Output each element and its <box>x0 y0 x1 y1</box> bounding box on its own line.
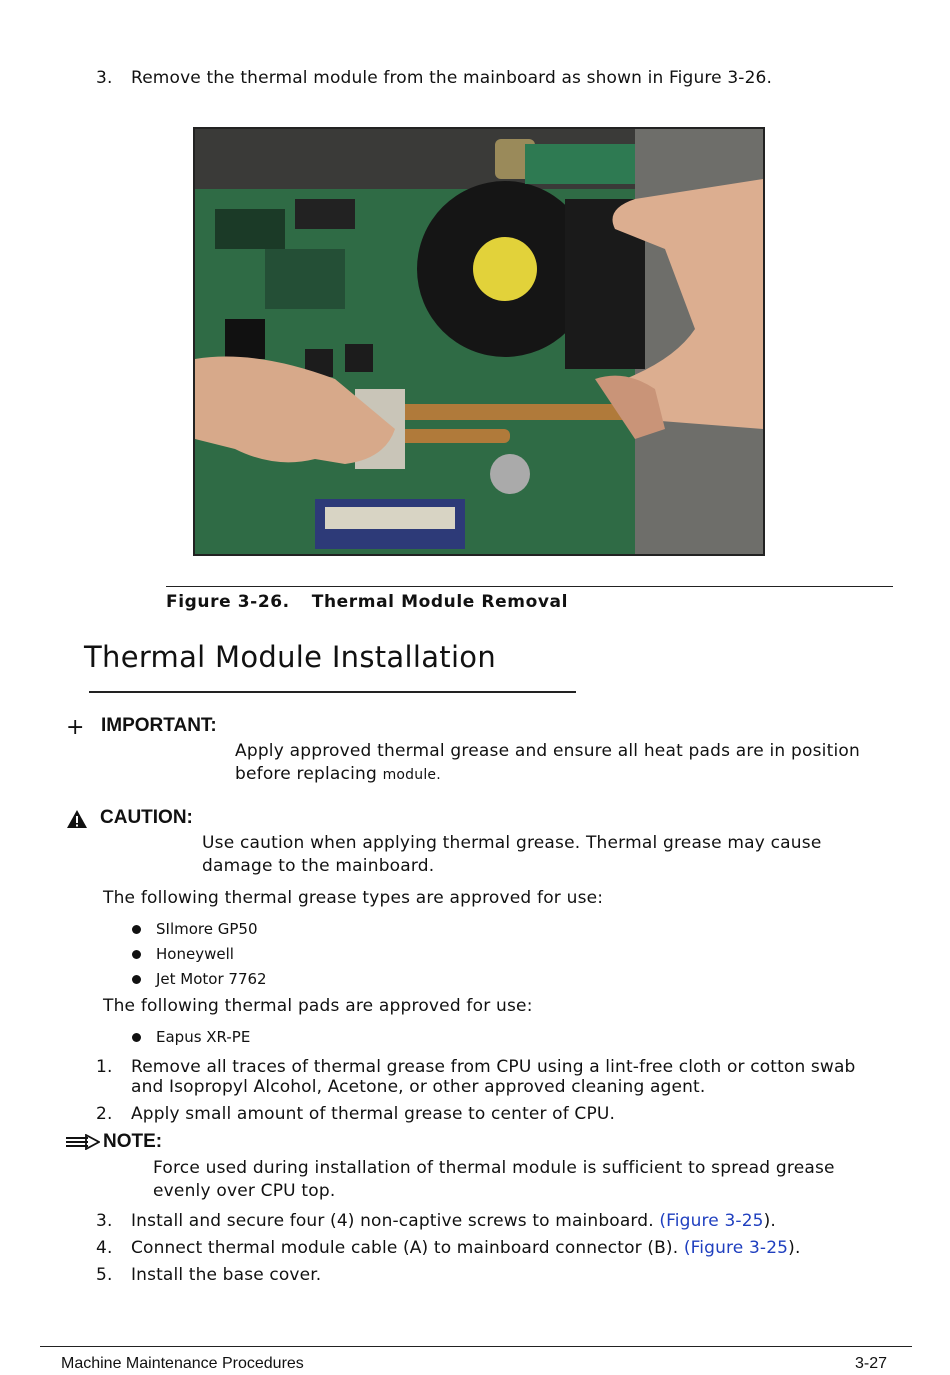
step-text-line-2: and Isopropyl Alcohol, Acetone, or other approved cleaning agent. <box>131 1077 706 1097</box>
step-text: Install the base cover. <box>131 1265 322 1285</box>
bullet-dot-icon <box>132 925 141 934</box>
step-number: 4. <box>96 1238 113 1258</box>
footer-chapter-title: Machine Maintenance Procedures <box>61 1355 304 1372</box>
bullet-dot-icon <box>132 975 141 984</box>
step-number: 2. <box>96 1104 113 1124</box>
step-text: Install and secure four (4) non-captive screws to mainboard. <box>131 1211 660 1231</box>
step-text-end: ). <box>788 1238 801 1258</box>
important-text-prefix: before replacing <box>235 764 383 784</box>
note-label: NOTE: <box>103 1131 163 1152</box>
thermal-module-photo <box>193 127 765 556</box>
section-title: Thermal Module Installation <box>84 640 497 674</box>
section-rule <box>89 691 576 693</box>
pads-list <box>130 1025 250 1050</box>
bullet-dot-icon <box>132 950 141 959</box>
grease-intro: The following thermal grease types are approved for use: <box>103 888 604 908</box>
step-text: Remove the thermal module from the mainboard as shown in Figure 3-26. <box>131 68 773 88</box>
figure-3-25-link[interactable]: (Figure 3-25 <box>659 1211 764 1231</box>
figure-caption <box>166 592 568 612</box>
important-text-line-1: Apply approved thermal grease and ensure all heat pads are in position <box>235 741 860 761</box>
important-text-line-2 <box>235 763 441 787</box>
step-text: Apply small amount of thermal grease to center of CPU. <box>131 1104 615 1124</box>
note-pencil-icon <box>66 1134 100 1154</box>
step-number: 1. <box>96 1057 113 1077</box>
plus-icon: + <box>66 715 85 740</box>
list-item: Honeywell <box>130 942 267 967</box>
step-text-line-1: Remove all traces of thermal grease from CPU using a lint-free cloth or cotton swab <box>131 1057 856 1077</box>
step-text: Connect thermal module cable (A) to mainboard connector (B). <box>131 1238 684 1258</box>
figure-label: Figure 3-26. <box>166 592 290 612</box>
figure-rule <box>166 586 893 587</box>
photo-illustration <box>195 129 763 554</box>
list-item: Eapus XR-PE <box>130 1025 250 1050</box>
bullet-dot-icon <box>132 1033 141 1042</box>
caution-text-line-1: Use caution when applying thermal grease. Thermal grease may cause <box>202 833 822 853</box>
step-number: 3. <box>96 68 113 88</box>
figure-title: Thermal Module Removal <box>311 592 569 612</box>
pads-intro: The following thermal pads are approved for use: <box>103 996 533 1016</box>
important-label: IMPORTANT: <box>101 715 217 736</box>
list-item: Jet Motor 7762 <box>130 967 267 992</box>
caution-label: CAUTION: <box>100 807 193 828</box>
note-text-line-2: evenly over CPU top. <box>153 1181 336 1201</box>
list-item: SIlmore GP50 <box>130 917 267 942</box>
footer-rule <box>40 1346 912 1347</box>
step-number: 5. <box>96 1265 113 1285</box>
important-text-suffix: module. <box>382 767 441 783</box>
caution-text-line-2: damage to the mainboard. <box>202 856 435 876</box>
step-text-end: ). <box>763 1211 776 1231</box>
page-number: 3-27 <box>855 1355 888 1372</box>
figure-3-25-link[interactable]: (Figure 3-25 <box>683 1238 789 1258</box>
warning-triangle-icon <box>66 809 88 833</box>
note-text-line-1: Force used during installation of thermal module is sufficient to spread grease <box>153 1158 835 1178</box>
grease-list <box>130 917 267 992</box>
step-number: 3. <box>96 1211 113 1231</box>
